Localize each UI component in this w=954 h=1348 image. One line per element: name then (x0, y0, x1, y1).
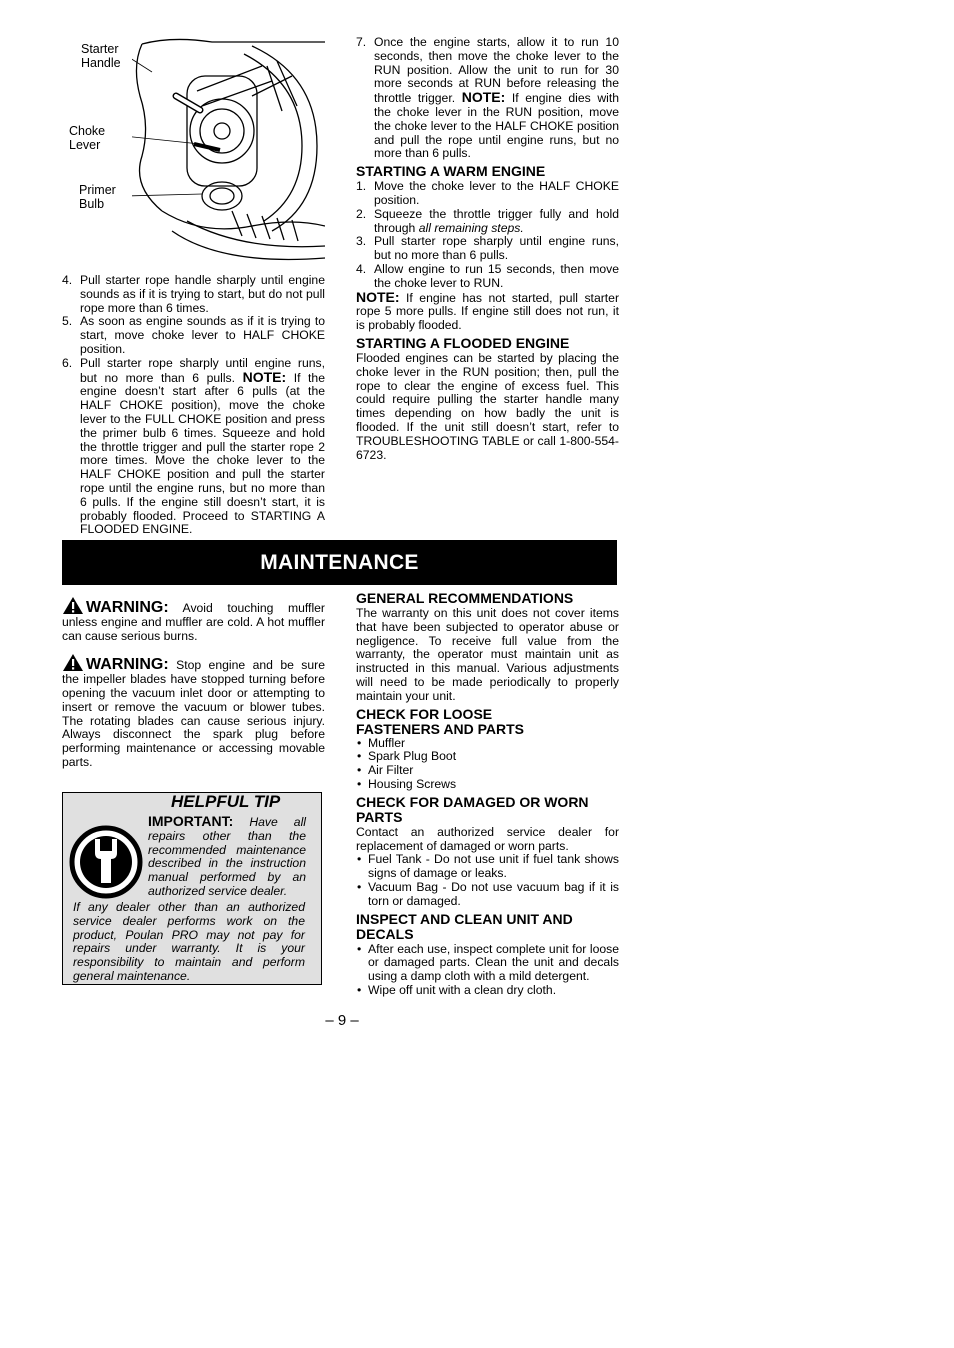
wrench-icon (69, 825, 143, 899)
maintenance-banner: MAINTENANCE (62, 540, 617, 585)
warm-engine-note: NOTE: If engine has not started, pull starter rope 5 more pulls. If engine still does not run, it is probably flooded. (356, 288, 620, 333)
list-item: 1. Move the choke lever to the HALF CHOKE position. (356, 179, 619, 207)
maintenance-right-column (356, 588, 619, 998)
heading-warm-engine: STARTING A WARM ENGINE (356, 163, 546, 180)
warning-muffler: WARNING: Avoid touching muffler unless engine and muffler are cold. A hot muffler can cause serious burns. (62, 596, 325, 643)
warnings-column (62, 596, 325, 780)
heading-inspect-clean: INSPECT AND CLEAN UNIT AND DECALS (356, 910, 573, 942)
list-item: 3. Pull starter rope sharply until engine runs, but no more than 6 pulls. (356, 234, 619, 263)
warm-engine-steps (356, 180, 619, 290)
helpful-tip-important: IMPORTANT: Have all repairs other than the recommended maintenance described in the instruction manual performed by an authorized service dealer. (148, 813, 306, 898)
callout-choke-lever: Choke Lever (69, 124, 106, 152)
flooded-engine-text: Flooded engines can be started by placing the choke lever in the RUN position; then, pull the rope to clear the engine of excess fuel. This could require pulling the starter handle many times depending on how badly the unit is flooded. If the unit still doesn’t start, refer to TROUBLESHOOTING TABLE or call 1-800-554-6723. (356, 350, 619, 462)
heading-damaged-parts: CHECK FOR DAMAGED OR WORN PARTS (356, 793, 589, 825)
damaged-parts-text: Contact an authorized service dealer for replacement of damaged or worn parts. (356, 824, 619, 853)
list-item: 6. Pull starter rope sharply until engine runs, but no more than 6 pulls. NOTE: If the engine doesn’t start after 6 pulls (at the HALF CHOKE position), move the choke lever to the FULL CHOKE position and press the primer bulb 6 times. Squeeze and hold the throttle trigger and pull the starter rope 2 more times. Move the choke lever to the HALF CHOKE position and pull the starter rope until the engine runs, but no more than 6 pulls. If the engine still doesn’t start, it is probably flooded. Proceed to STARTING A FLOODED ENGINE. (62, 355, 325, 537)
list-item: • Spark Plug Boot (356, 750, 619, 764)
list-item: • Fuel Tank - Do not use unit if fuel tank shows signs of damage or leaks. (356, 853, 619, 881)
list-item: • Air Filter (356, 764, 619, 778)
list-item: • Vacuum Bag - Do not use vacuum bag if it is torn or damaged. (356, 881, 619, 909)
heading-general-recommendations: GENERAL RECOMMENDATIONS (356, 590, 574, 606)
helpful-tip-box (62, 792, 322, 985)
loose-fasteners-list (356, 737, 619, 792)
helpful-tip-text: If any dealer other than an authorized service dealer performs work on the product, Poulan PRO may not pay for repairs under warranty. It is your responsibility to maintain and perform general maintenance. (73, 900, 305, 983)
list-item: 4. Allow engine to run 15 seconds, then move the choke lever to RUN. (356, 261, 619, 290)
engine-figure (62, 36, 325, 264)
list-item: • Housing Screws (356, 778, 619, 792)
right-top-column (356, 36, 619, 462)
list-item: 7. Once the engine starts, allow it to run 10 seconds, then move the choke lever to the RUN position. Allow the unit to run for 30 more seconds at RUN before releasing the throttle trigger. NOTE: If engine dies with the choke lever in the RUN position, move the choke lever to the HALF CHOKE position and pull the rope until engine runs, but no more than 6 pulls. (356, 35, 620, 161)
list-item: 4. Pull starter rope handle sharply until engine sounds as if it is trying to start, but do not pull rope more than 6 times. (62, 273, 325, 315)
list-item: 2. Squeeze the throttle trigger fully and hold through all remaining steps. (356, 206, 619, 235)
inspect-clean-list (356, 943, 619, 998)
heading-flooded-engine: STARTING A FLOODED ENGINE (356, 334, 570, 351)
list-item: • Wipe off unit with a clean dry cloth. (356, 984, 619, 998)
left-top-column (62, 36, 325, 537)
list-item: • After each use, inspect complete unit for loose or damaged parts. Clean the unit and decals using a damp cloth with a mild detergent. (356, 943, 619, 984)
general-recommendations-text: The warranty on this unit does not cover items that have been subjected to operator abuse or negligence. To receive full value from the warranty, the operator must maintain unit as instructed in this manual. Various adjustments will need to be made periodically to properly maintain your unit. (356, 606, 619, 703)
warning-triangle-icon (62, 653, 84, 672)
callout-primer-bulb: Primer Bulb (79, 183, 116, 211)
starting-steps-list (62, 274, 325, 537)
warning-triangle-icon (62, 596, 84, 615)
helpful-tip-title: HELPFUL TIP (171, 792, 281, 811)
step-7-list (356, 36, 619, 161)
blower-engine-illustration (132, 36, 325, 264)
warning-impeller: WARNING: Stop engine and be sure the impeller blades have stopped turning before opening the vacuum inlet door or attempting to insert or remove the vacuum or blower tubes. The rotating blades can cause serious injury. Always disconnect the spark plug before performing maintenance or accessing movable parts. (62, 653, 325, 769)
list-item: 5. As soon as engine sounds as if it is trying to start, move choke lever to HALF CHOKE position. (62, 314, 325, 356)
page-number: – 9 – (325, 1012, 359, 1029)
heading-loose-fasteners: CHECK FOR LOOSE FASTENERS AND PARTS (356, 705, 525, 737)
callout-starter-handle: Starter Handle (81, 42, 121, 70)
list-item: • Muffler (356, 737, 619, 751)
damaged-parts-list (356, 853, 619, 908)
